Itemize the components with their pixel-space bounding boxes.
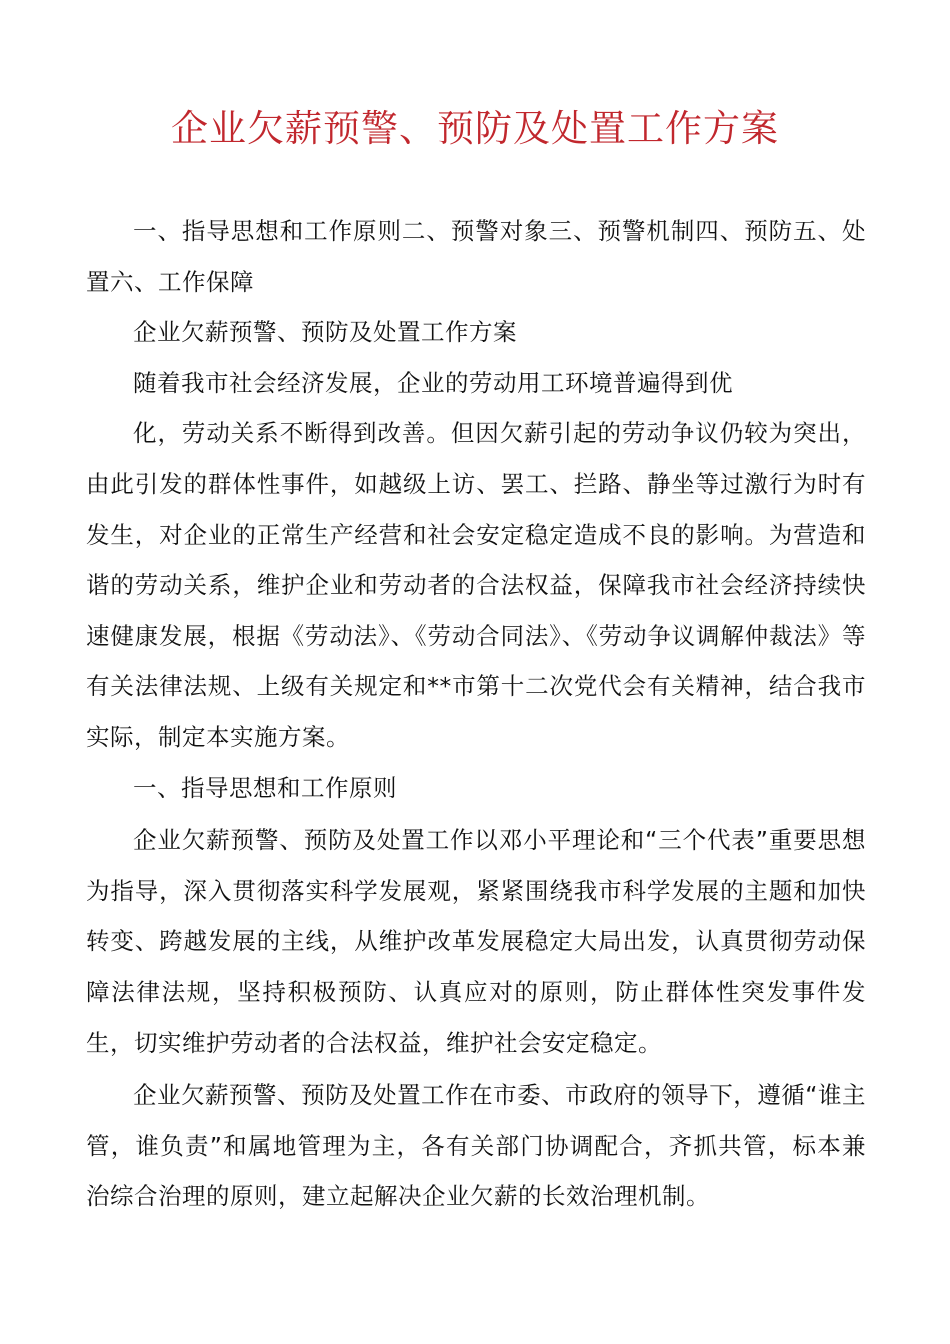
intro-paragraph: 化，劳动关系不断得到改善。但因欠薪引起的劳动争议仍较为突出，由此引发的群体性事件，如越级上访、罢工、拦路、静坐等过激行为时有发生，对企业的正常生产经营和社会安定稳定造成不良的影响。为营造和谐的劳动关系，维护企业和劳动者的合法权益，保障我市社会经济持续快速健康发展，根据《劳动法》、《劳动合同法》、《劳动争议调解仲裁法》等有关法律法规、上级有关规定和**市第十二次党代会有关精神，结合我市实际，制定本实施方案。 [86,419,866,751]
section-heading-1: 一、指导思想和工作原则 [133,773,397,802]
intro-paragraph-line: 随着我市社会经济发展，企业的劳动用工环境普遍得到优 [133,368,733,397]
subtitle-paragraph: 企业欠薪预警、预防及处置工作方案 [133,318,517,347]
working-principle-paragraph: 企业欠薪预警、预防及处置工作在市委、市政府的领导下，遵循“谁主管，谁负责”和属地管理为主，各有关部门协调配合，齐抓共管，标本兼治综合治理的原则，建立起解决企业欠薪的长效治理机制。 [86,1081,866,1211]
document-title: 企业欠薪预警、预防及处置工作方案 [171,107,779,150]
guiding-thought-paragraph: 企业欠薪预警、预防及处置工作以邓小平理论和“三个代表”重要思想为指导，深入贯彻落实科学发展观，紧紧围绕我市科学发展的主题和加快转变、跨越发展的主线，从维护改革发展稳定大局出发，认真贯彻劳动保障法律法规，坚持积极预防、认真应对的原则，防止群体性突发事件发生，切实维护劳动者的合法权益，维护社会安定稳定。 [86,826,866,1057]
document-body [86,206,866,1222]
table-of-contents-paragraph: 一、指导思想和工作原则二、预警对象三、预警机制四、预防五、处置六、工作保障 [86,217,866,296]
